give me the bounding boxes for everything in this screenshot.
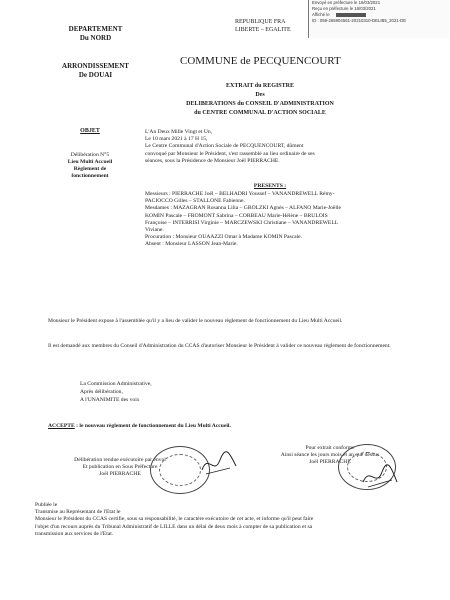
accepte-line	[48, 423, 231, 430]
stamp-line: ID : 059-265904561-20210310-DELIB5_2021-DE	[312, 18, 407, 23]
footer-right-line: Pour extrait conforme	[305, 445, 355, 451]
objet-line: fonctionnement	[71, 173, 109, 179]
attendance-line: Absent : Monsieur LASSON Jean-Marie.	[145, 241, 238, 248]
intro-line: Le Centre Communal d'Action Sociale de PECQUENCOURT, dûment	[145, 143, 304, 150]
stamp-line: Envoyé en préfecture le 16/03/2021	[312, 0, 381, 5]
body-paragraph-1: Monsieur le Président expose à l'assemblée qu'il y a lieu de valider le nouveau règlement de fonctionnement du Lieu Multi Accueil.	[48, 318, 343, 324]
arrondissement-label: ARRONDISSEMENT	[62, 62, 129, 70]
accepte-label: ACCEPTE	[48, 423, 75, 429]
department-label: DEPARTEMENT	[68, 25, 123, 33]
accepte-text: : le nouveau règlement de fonctionnement du Lieu Multi Accueil.	[76, 423, 231, 429]
stamp-logo	[336, 13, 366, 17]
commission-line: La Commission Administrative,	[80, 381, 152, 387]
signature-right	[360, 462, 400, 492]
attendance-line: Françoise – INTERRISI Virginie – MARCZEWSKI Christiane – VANANDREWELL	[145, 219, 339, 226]
transmission-stamp-box	[308, 0, 449, 38]
footer-left-line: Joël PIERRACHE	[99, 471, 141, 478]
department-name: Du NORD	[79, 34, 112, 42]
footer-left-line: Et publication en Sous Préfecture	[82, 464, 158, 471]
attendance-block	[145, 191, 425, 249]
stamp-line: Reçu en préfecture le 16/03/2021	[312, 6, 376, 11]
republic-line-1: REPUBLIQUE FRA	[235, 19, 286, 25]
title-line-2: Des	[255, 92, 265, 98]
commission-line: Après délibération,	[80, 389, 123, 395]
notice-line: transmission aux services de l'Etat.	[35, 530, 114, 537]
republic-line-2: LIBERTE – EGALITE	[235, 27, 291, 33]
stamp-line: Affiché le	[309, 12, 449, 18]
title-line-3: DELIBERATIONS du CONSEIL D'ADMINISTRATION	[186, 101, 334, 107]
title-line-1: EXTRAIT du REGISTRE	[226, 83, 294, 89]
notice-line: Publiée le	[35, 502, 58, 508]
intro-line: Le 10 mars 2021 à 17 H 15,	[145, 136, 208, 143]
attendance-line: Mesdames : MAZAGRAN Rosanna Lilia – GROLZKI Agnès – ALFANO Marie-Joëlle	[145, 205, 341, 212]
attendance-line: Procuration : Monsieur OUAAZZI Omar à Madame KOMIN Pascale.	[145, 234, 303, 241]
seal-inner-ring	[159, 454, 201, 486]
footer-right-line: Ainsi séance les jours mois et an que dessus	[280, 452, 380, 459]
objet-line: Délibération N°5	[70, 152, 110, 158]
notice-line: Transmise au Représentant de l'Etat le	[35, 509, 121, 516]
commission-line: A l'UNANIMITE des voix	[80, 397, 140, 403]
commune-title: COMMUNE de PECQUENCOURT	[180, 55, 341, 67]
attendance-line: Viviane.	[145, 227, 164, 234]
objet-line: Règlement de	[73, 166, 107, 172]
presents-label: PRESENTS :	[253, 183, 287, 189]
intro-line: convoqué par Monsieur le Président, s'est rassemblé au lieu ordinaire de ses	[145, 150, 315, 157]
attendance-line: Messieurs : PIERRACHE Joël – BELHADRI Youssef – VANANDREWELL Rémy-	[145, 191, 335, 197]
intro-line: L'An Deux Mille Vingt et Un,	[145, 129, 213, 135]
objet-line: Lieu Multi Accueil	[67, 159, 113, 165]
title-line-4: du CENTRE COMMUNAL D'ACTION SOCIALE	[194, 110, 326, 116]
footer-left-line: Délibération rendue exécutoire par envoi	[74, 457, 166, 463]
signature-left	[200, 448, 240, 478]
notice-line: l'objet d'un recours auprès du Tribunal Administratif de LILLE dans un délai de deux mois à compter de sa publication et sa	[35, 523, 313, 530]
intro-block	[145, 129, 415, 165]
objet-label: OBJET	[80, 128, 100, 134]
footer-right-line: Joël PIERRACHE	[309, 459, 351, 466]
attendance-line: PACIOCCO Gilles – STALLONE Fabienne.	[145, 198, 245, 205]
intro-line: séances, sous la Présidence de Monsieur Joël PIERRACHE.	[145, 157, 280, 164]
attendance-line: KOMIN Pascale – FROMONT Sabrina – CORBEAU Marie-Hélène – BRULOIS	[145, 212, 328, 219]
notice-line: Monsieur le Président du CCAS certifie, sous sa responsabilité, le caractère exécutoire de cet acte, et informe qu'il peut faire	[35, 516, 314, 523]
arrondissement-name: De DOUAI	[78, 71, 113, 79]
body-paragraph-2: Il est demandé aux membres du Conseil d'Administration du CCAS d'autoriser Monsieur le Président à valider ce nouveau règlement de fonctionnement.	[48, 343, 391, 349]
legal-notice	[35, 502, 415, 538]
